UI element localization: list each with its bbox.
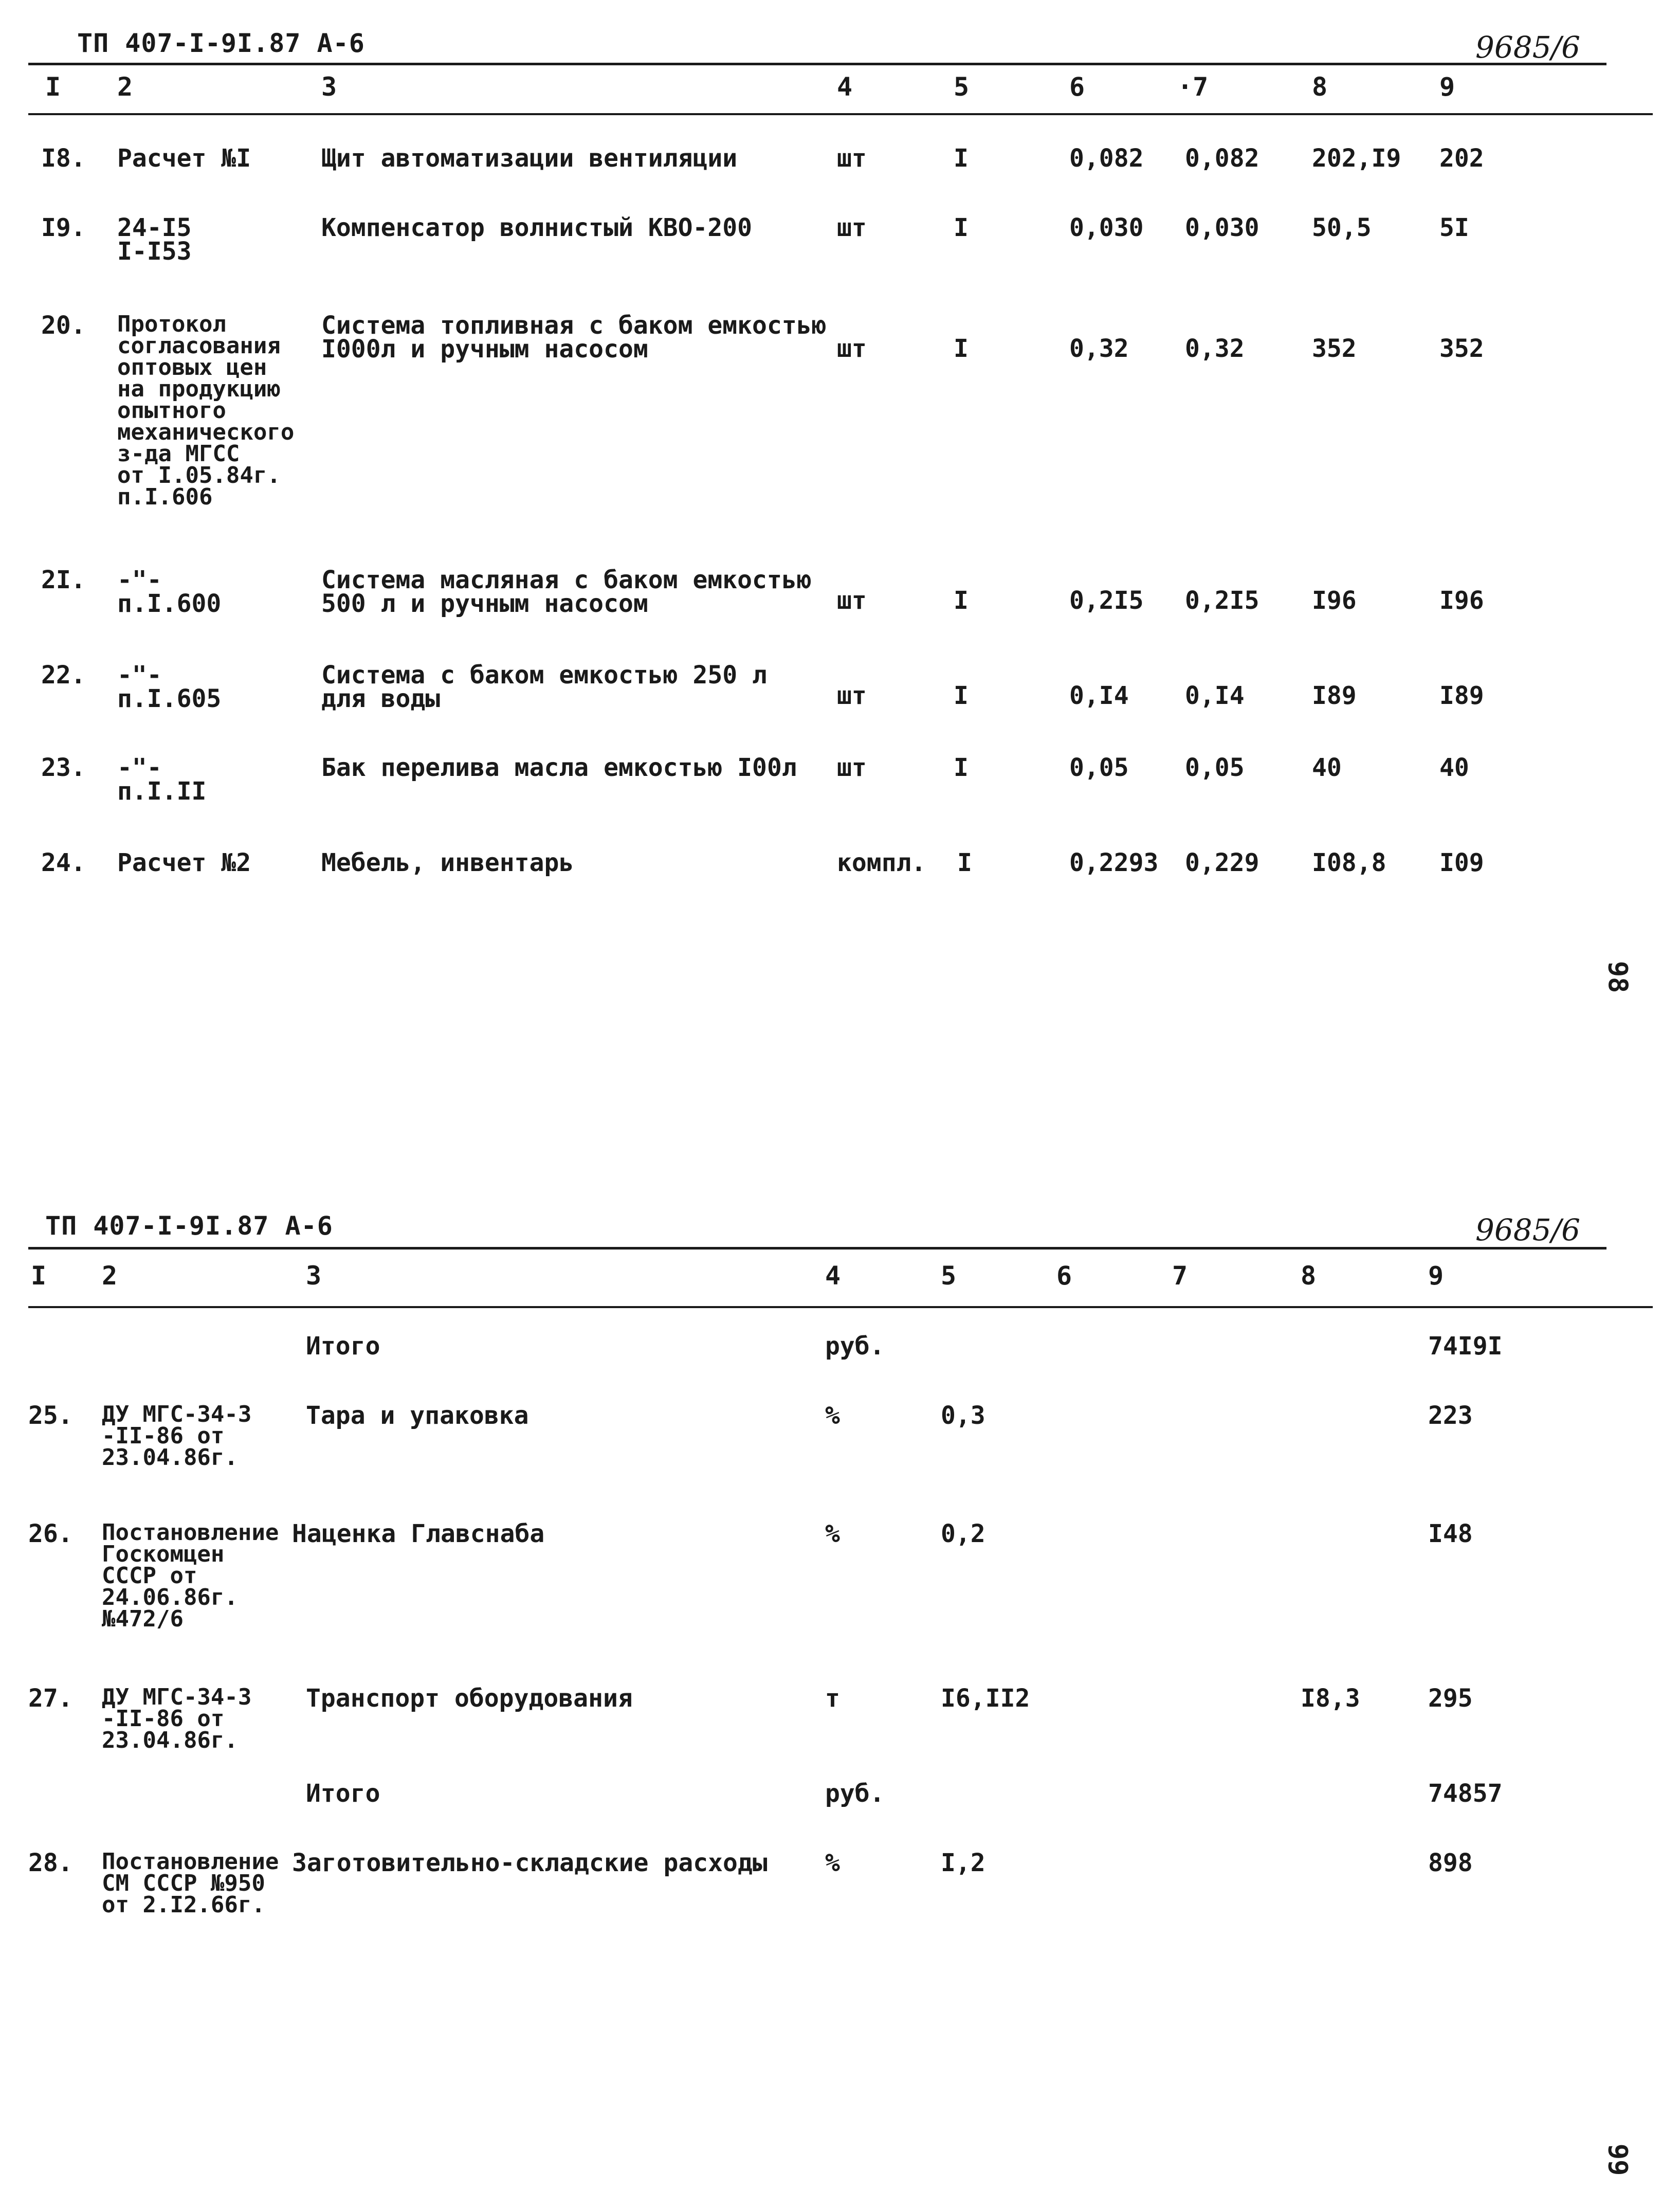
row-reference: Протокол согласования оптовых цен на продукцию опытного механического з-да МГСС от I.05.84г. п.I.606 xyxy=(117,311,295,510)
row-unit: шт xyxy=(837,213,867,242)
row-unit: компл. xyxy=(837,848,926,877)
row-qty: I xyxy=(954,586,969,615)
row-name: Заготовительно-складские расходы xyxy=(292,1849,768,1877)
row-col6: 0,030 xyxy=(1069,213,1144,242)
row-unit: шт xyxy=(837,144,867,173)
header-rule-top xyxy=(28,63,1606,65)
row-col9: 5I xyxy=(1439,213,1469,242)
row-name: Компенсатор волнистый КВО-200 xyxy=(321,213,753,242)
doc-code: ТП 407-I-9I.87 А-6 xyxy=(77,28,365,58)
row-qty: I xyxy=(954,213,969,242)
row-reference: ДУ МГС-34-3 -II-86 от 23.04.86г. xyxy=(102,1401,252,1471)
row-col7: 0,I4 xyxy=(1185,681,1245,710)
header-rule-top xyxy=(28,1247,1606,1250)
row-col8: 352 xyxy=(1312,334,1357,363)
row-reference: -"- п.I.605 xyxy=(117,661,222,713)
row-number: 2I. xyxy=(41,566,86,594)
header-rule-bottom xyxy=(28,1306,1653,1308)
row-unit: руб. xyxy=(825,1779,885,1808)
row-number: 26. xyxy=(28,1519,73,1548)
row-name: Бак перелива масла емкостью I00л xyxy=(321,753,797,782)
row-unit: руб. xyxy=(825,1332,885,1361)
col-header-5: 5 xyxy=(941,1261,957,1291)
col-header-5: 5 xyxy=(954,72,970,102)
row-col8: I08,8 xyxy=(1312,848,1386,877)
row-name: Транспорт оборудования xyxy=(306,1684,633,1713)
row-col9: 40 xyxy=(1439,753,1469,782)
row-col6: 0,32 xyxy=(1069,334,1129,363)
row-qty: I xyxy=(954,144,969,173)
row-unit: шт xyxy=(837,681,867,710)
row-col9: 223 xyxy=(1428,1401,1473,1430)
col-header-8: 8 xyxy=(1301,1261,1317,1291)
row-number: 24. xyxy=(41,848,86,877)
col-header-7: 7 xyxy=(1172,1261,1188,1291)
row-col9: I48 xyxy=(1428,1519,1473,1548)
col-header-7: ·7 xyxy=(1177,72,1209,102)
row-col7: 0,229 xyxy=(1185,848,1259,877)
col-header-3: 3 xyxy=(306,1261,322,1291)
header-rule-bottom xyxy=(28,113,1653,115)
row-col9: 202 xyxy=(1439,144,1484,173)
row-reference: Постановление СМ СССР №950 от 2.I2.66г. xyxy=(102,1849,279,1918)
row-unit: шт xyxy=(837,334,867,363)
row-col9: 352 xyxy=(1439,334,1484,363)
row-number: 20. xyxy=(41,311,86,340)
col-header-6: 6 xyxy=(1069,72,1085,102)
row-col9: I96 xyxy=(1439,586,1484,615)
row-qty: I xyxy=(957,848,972,877)
row-col5: 0,3 xyxy=(941,1401,985,1430)
inventory-number: 9685/6 xyxy=(1475,30,1581,65)
col-header-9: 9 xyxy=(1439,72,1455,102)
col-header-4: 4 xyxy=(825,1261,841,1291)
row-col6: 0,2I5 xyxy=(1069,586,1144,615)
row-col9: I09 xyxy=(1439,848,1484,877)
doc-code: ТП 407-I-9I.87 А-6 xyxy=(45,1211,333,1241)
row-name: Система топливная с баком емкостью I000л и ручным насосом xyxy=(321,311,827,364)
row-col7: 0,2I5 xyxy=(1185,586,1259,615)
row-number: 25. xyxy=(28,1401,73,1430)
row-col6: 0,05 xyxy=(1069,753,1129,782)
row-number: 27. xyxy=(28,1684,73,1713)
page-number: 98 xyxy=(1602,961,1633,993)
col-header-3: 3 xyxy=(321,72,337,102)
row-qty: I xyxy=(954,753,969,782)
col-header-6: 6 xyxy=(1056,1261,1072,1291)
row-col5: 0,2 xyxy=(941,1519,985,1548)
row-name: Итого xyxy=(306,1332,380,1361)
row-name: Система с баком емкостью 250 л для воды xyxy=(321,661,767,713)
row-reference: -"- п.I.II xyxy=(117,753,207,806)
row-unit: % xyxy=(825,1401,840,1430)
page-number: 99 xyxy=(1602,2143,1633,2176)
row-reference: ДУ МГС-34-3 -II-86 от 23.04.86г. xyxy=(102,1684,252,1753)
col-header-4: 4 xyxy=(837,72,853,102)
row-col9: 74857 xyxy=(1428,1779,1503,1808)
row-reference: -"- п.I.600 xyxy=(117,566,222,618)
row-name: Наценка Главснаба xyxy=(292,1519,545,1548)
row-col8: I89 xyxy=(1312,681,1357,710)
row-col7: 0,05 xyxy=(1185,753,1245,782)
col-header-8: 8 xyxy=(1312,72,1328,102)
row-col9: 74I9I xyxy=(1428,1332,1503,1361)
col-header-2: 2 xyxy=(117,72,133,102)
row-number: I9. xyxy=(41,213,86,242)
row-col7: 0,082 xyxy=(1185,144,1259,173)
row-name: Система масляная с баком емкостью 500 л и ручным насосом xyxy=(321,566,812,618)
row-col6: 0,I4 xyxy=(1069,681,1129,710)
row-number: 28. xyxy=(28,1849,73,1877)
row-col8: 40 xyxy=(1312,753,1342,782)
row-unit: шт xyxy=(837,753,867,782)
row-name: Тара и упаковка xyxy=(306,1401,529,1430)
row-reference: Расчет №I xyxy=(117,144,251,173)
row-reference: Постановление Госкомцен СССР от 24.06.86г. №472/6 xyxy=(102,1519,279,1632)
row-name: Итого xyxy=(306,1779,380,1808)
row-col7: 0,030 xyxy=(1185,213,1259,242)
col-header-1: I xyxy=(31,1261,47,1291)
row-col8: 50,5 xyxy=(1312,213,1372,242)
row-unit: т xyxy=(825,1684,840,1713)
row-unit: шт xyxy=(837,586,867,615)
row-col9: I89 xyxy=(1439,681,1484,710)
row-number: 22. xyxy=(41,661,86,690)
row-qty: I xyxy=(954,334,969,363)
row-name: Щит автоматизации вентиляции xyxy=(321,144,738,173)
col-header-1: I xyxy=(45,72,61,102)
row-number: I8. xyxy=(41,144,86,173)
row-col6: 0,2293 xyxy=(1069,848,1159,877)
row-col9: 295 xyxy=(1428,1684,1473,1713)
row-col8: 202,I9 xyxy=(1312,144,1401,173)
row-reference: 24-I5 I-I53 xyxy=(117,213,192,266)
row-col8: I96 xyxy=(1312,586,1357,615)
row-col8: I8,3 xyxy=(1301,1684,1360,1713)
row-col9: 898 xyxy=(1428,1849,1473,1877)
row-qty: I xyxy=(954,681,969,710)
col-header-2: 2 xyxy=(102,1261,118,1291)
row-col5: I6,II2 xyxy=(941,1684,1030,1713)
row-name: Мебель, инвентарь xyxy=(321,848,574,877)
row-unit: % xyxy=(825,1849,840,1877)
inventory-number: 9685/6 xyxy=(1475,1212,1581,1247)
row-col7: 0,32 xyxy=(1185,334,1245,363)
row-col5: I,2 xyxy=(941,1849,985,1877)
row-unit: % xyxy=(825,1519,840,1548)
col-header-9: 9 xyxy=(1428,1261,1444,1291)
row-reference: Расчет №2 xyxy=(117,848,251,877)
row-col6: 0,082 xyxy=(1069,144,1144,173)
row-number: 23. xyxy=(41,753,86,782)
